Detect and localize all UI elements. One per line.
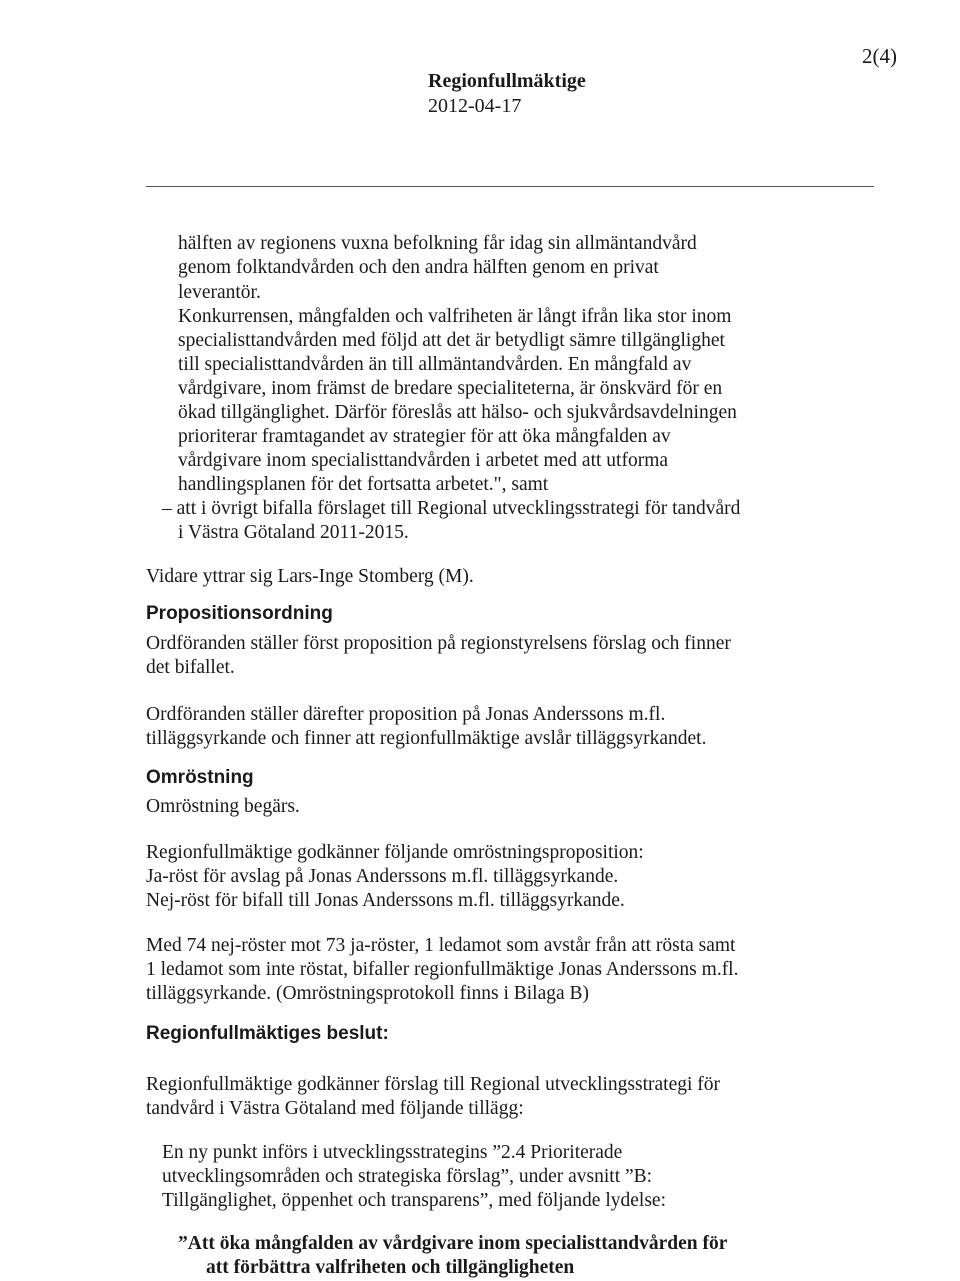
page-number: 2(4) [862,44,897,68]
intro-line: leverantör. [178,282,261,303]
intro-line: hälften av regionens vuxna befolkning får idag sin allmäntandvård [178,233,697,254]
header-divider [146,186,874,187]
bullet-line: i Västra Götaland 2011-2015. [178,522,409,543]
bullet-line: – att i övrigt bifalla förslaget till Regional utvecklingsstrategi för tandvård [162,498,741,519]
paragraph-line: Ordföranden ställer först proposition på regionstyrelsens förslag och finner [146,633,731,654]
paragraph-line: Regionfullmäktige godkänner förslag till Regional utvecklingsstrategi för [146,1074,721,1095]
paragraph-line: utvecklingsområden och strategiska förslag”, under avsnitt ”B: [162,1166,653,1187]
section-heading: Omröstning [146,767,254,788]
paragraph-line: Nej-röst för bifall till Jonas Anderssons m.fl. tilläggsyrkande. [146,890,625,911]
section-heading: Regionfullmäktiges beslut: [146,1023,389,1044]
quote-line: att förbättra valfriheten och tillgängligheten [206,1257,575,1278]
intro-line: vårdgivare inom specialisttandvården i arbetet med att utforma [178,450,669,471]
intro-line: prioriterar framtagandet av strategier för att öka mångfalden av [178,426,671,447]
paragraph-line: En ny punkt införs i utvecklingsstrategins ”2.4 Prioriterade [162,1142,623,1163]
statement-line: Vidare yttrar sig Lars-Inge Stomberg (M). [146,566,474,587]
intro-line: till specialisttandvården än till allmäntandvården. En mångfald av [178,354,692,375]
paragraph-line: Omröstning begärs. [146,796,300,817]
paragraph-line: Med 74 nej-röster mot 73 ja-röster, 1 ledamot som avstår från att rösta samt [146,935,736,956]
paragraph-line: Ja-röst för avslag på Jonas Anderssons m.fl. tilläggsyrkande. [146,866,619,887]
paragraph-line: det bifallet. [146,657,235,678]
paragraph-line: tilläggsyrkande. (Omröstningsprotokoll finns i Bilaga B) [146,983,590,1004]
paragraph-line: tilläggsyrkande och finner att regionfullmäktige avslår tilläggsyrkandet. [146,728,707,749]
intro-line: handlingsplanen för det fortsatta arbetet.", samt [178,474,549,495]
document-title: Regionfullmäktige [428,70,586,92]
paragraph-line: 1 ledamot som inte röstat, bifaller regionfullmäktige Jonas Anderssons m.fl. [146,959,739,980]
section-heading: Propositionsordning [146,603,333,624]
paragraph-line: tandvård i Västra Götaland med följande tillägg: [146,1098,524,1119]
intro-line: Konkurrensen, mångfalden och valfriheten är långt ifrån lika stor inom [178,306,732,327]
intro-line: ökad tillgänglighet. Därför föreslås att hälso- och sjukvårdsavdelningen [178,402,737,423]
quote-line: ”Att öka mångfalden av vårdgivare inom specialisttandvården för [178,1233,728,1254]
paragraph-line: Regionfullmäktige godkänner följande omröstningsproposition: [146,842,644,863]
document-date: 2012-04-17 [428,95,522,117]
paragraph-line: Tillgänglighet, öppenhet och transparens”, med följande lydelse: [162,1190,666,1211]
paragraph-line: Ordföranden ställer därefter proposition på Jonas Anderssons m.fl. [146,704,666,725]
intro-line: specialisttandvården med följd att det är betydligt sämre tillgänglighet [178,330,725,351]
intro-line: vårdgivare, inom främst de bredare specialiteterna, är önskvärd för en [178,378,723,399]
intro-line: genom folktandvården och den andra hälften genom en privat [178,257,659,278]
